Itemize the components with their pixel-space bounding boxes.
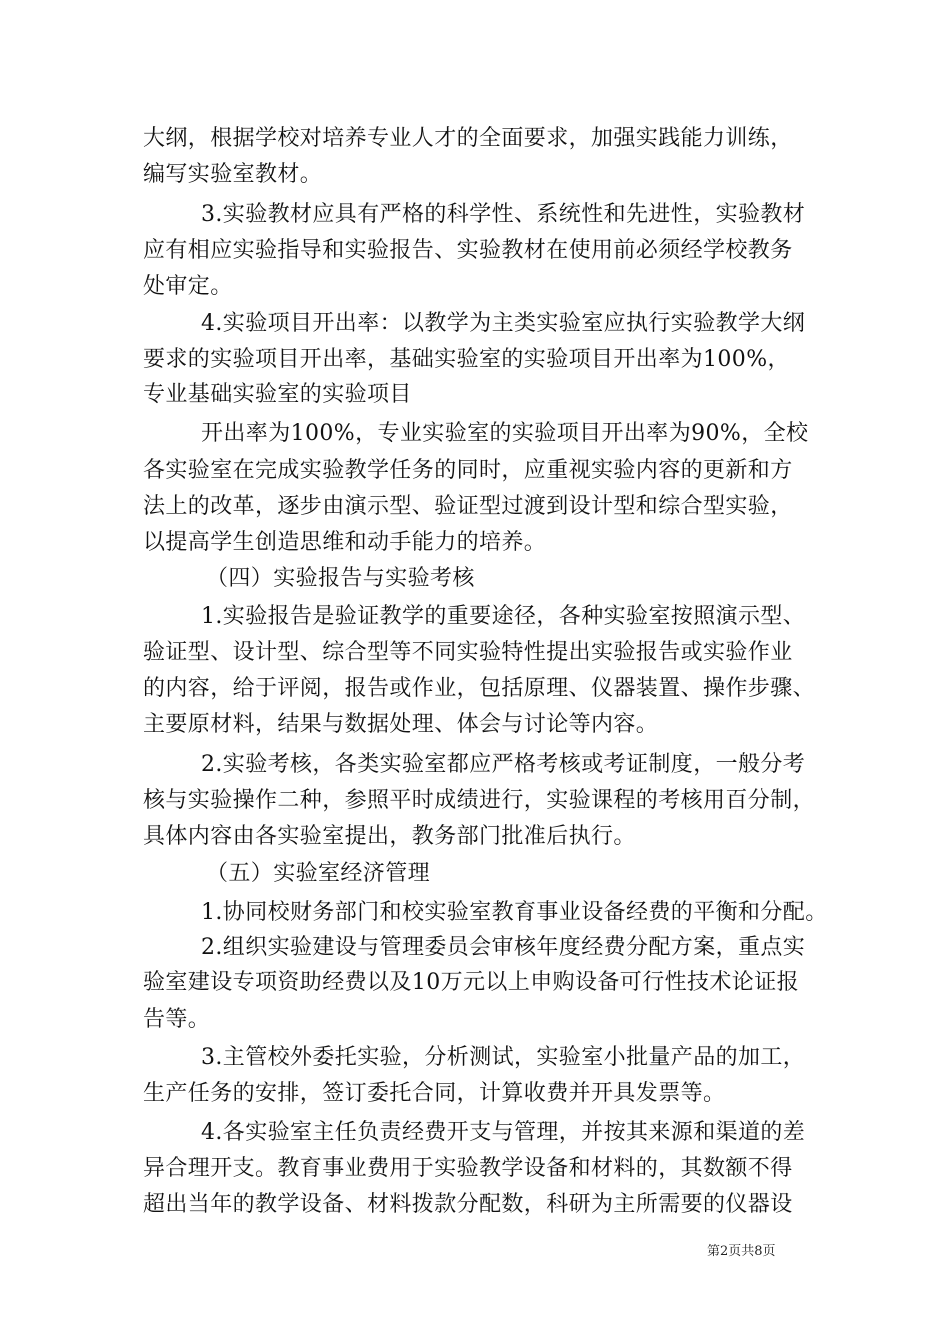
section-heading: （五）实验室经济管理 — [206, 861, 431, 886]
text-line: 告等。 — [143, 1007, 211, 1032]
text-line: 主要原材料，结果与数据处理、体会与讨论等内容。 — [143, 712, 659, 737]
text-line: 法上的改革，逐步由演示型、验证型过渡到设计型和综合型实验， — [143, 494, 793, 519]
text-line: 1.实验报告是验证教学的重要途径，各种实验室按照演示型、 — [201, 604, 806, 629]
text-line: 3.实验教材应具有严格的科学性、系统性和先进性，实验教材 — [201, 202, 806, 227]
text-line: 大纲，根据学校对培养专业人才的全面要求，加强实践能力训练， — [143, 126, 793, 151]
text-line: 以提高学生创造思维和动手能力的培养。 — [143, 530, 547, 555]
text-line: 验室建设专项资助经费以及10万元以上申购设备可行性技术论证报 — [143, 970, 799, 995]
text-line: 验证型、设计型、综合型等不同实验特性提出实验报告或实验作业 — [143, 640, 793, 665]
text-line: 3.主管校外委托实验，分析测试，实验室小批量产品的加工， — [201, 1045, 806, 1070]
text-line: 处审定。 — [143, 274, 233, 299]
text-line: 4.各实验室主任负责经费开支与管理，并按其来源和渠道的差 — [201, 1120, 806, 1145]
text-line: 各实验室在完成实验教学任务的同时，应重视实验内容的更新和方 — [143, 458, 793, 483]
page-number: 第2页共8页 — [707, 1244, 776, 1259]
text-line: 具体内容由各实验室提出，教务部门批准后执行。 — [143, 824, 636, 849]
text-line: 1.协同校财务部门和校实验室教育事业设备经费的平衡和分配。 — [201, 900, 828, 925]
text-line: 4.实验项目开出率：以教学为主类实验室应执行实验教学大纲 — [201, 311, 806, 336]
text-line: 要求的实验项目开出率，基础实验室的实验项目开出率为100%， — [143, 347, 790, 372]
text-line: 超出当年的教学设备、材料拨款分配数，科研为主所需要的仪器设 — [143, 1192, 793, 1217]
text-line: 核与实验操作二种，参照平时成绩进行，实验课程的考核用百分制， — [143, 788, 816, 813]
text-line: 异合理开支。教育事业费用于实验教学设备和材料的，其数额不得 — [143, 1156, 793, 1181]
text-line: 2.组织实验建设与管理委员会审核年度经费分配方案，重点实 — [201, 935, 806, 960]
text-line: 应有相应实验指导和实验报告、实验教材在使用前必须经学校教务 — [143, 238, 793, 263]
section-heading: （四）实验报告与实验考核 — [206, 566, 475, 591]
text-line: 专业基础实验室的实验项目 — [143, 382, 412, 407]
text-line: 2.实验考核，各类实验室都应严格考核或考证制度，一般分考 — [201, 752, 806, 777]
text-line: 的内容，给于评阅，报告或作业，包括原理、仪器装置、操作步骤、 — [143, 676, 816, 701]
text-line: 生产任务的安排，签订委托合同，计算收费并开具发票等。 — [143, 1081, 726, 1106]
text-line: 开出率为100%，专业实验室的实验项目开出率为90%，全校 — [201, 421, 809, 446]
text-line: 编写实验室教材。 — [143, 162, 323, 187]
